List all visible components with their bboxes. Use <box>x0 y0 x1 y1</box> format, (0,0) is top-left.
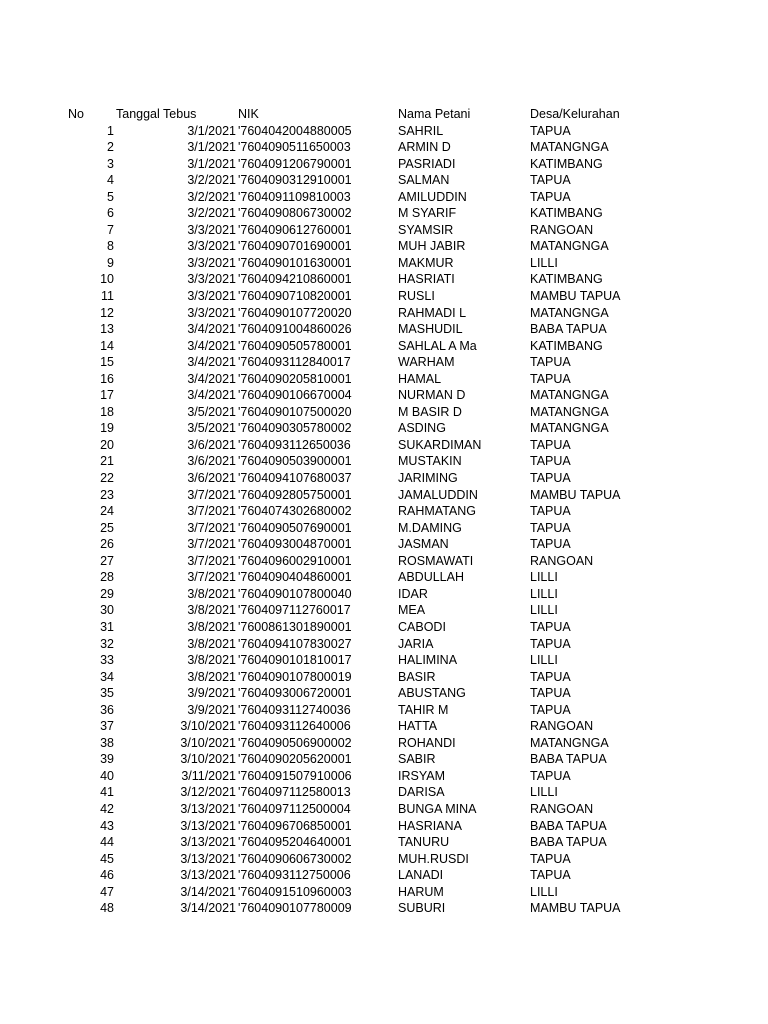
cell-nama-petani: TANURU <box>398 835 450 850</box>
cell-tanggal-tebus: 3/7/2021 <box>187 553 236 568</box>
cell-nama-petani: JARIMING <box>398 471 458 486</box>
cell-nama-petani: ASDING <box>398 421 446 436</box>
cell-desa-kelurahan: MATANGNGA <box>530 735 609 750</box>
cell-tanggal-tebus: 3/6/2021 <box>187 437 236 452</box>
table-row <box>0 305 768 322</box>
cell-tanggal-tebus: 3/3/2021 <box>187 272 236 287</box>
cell-nama-petani: RAHMADI L <box>398 305 467 320</box>
cell-nama-petani: SAHRIL <box>398 123 444 138</box>
cell-no: 25 <box>100 520 114 535</box>
cell-nama-petani: ARMIN D <box>398 140 451 155</box>
cell-no: 47 <box>100 884 114 899</box>
cell-nik: '7604096706850001 <box>238 818 352 833</box>
table-row <box>0 470 768 487</box>
cell-desa-kelurahan: LILLI <box>530 570 558 585</box>
cell-desa-kelurahan: LILLI <box>530 785 558 800</box>
cell-tanggal-tebus: 3/4/2021 <box>187 371 236 386</box>
table-row <box>0 420 768 437</box>
cell-nik: '7604097112580013 <box>238 785 351 800</box>
table-row <box>0 652 768 669</box>
table-row <box>0 784 768 801</box>
cell-nama-petani: MAKMUR <box>398 255 454 270</box>
table-row <box>0 801 768 818</box>
table-row <box>0 404 768 421</box>
cell-tanggal-tebus: 3/3/2021 <box>187 289 236 304</box>
cell-nama-petani: HALIMINA <box>398 653 458 668</box>
cell-tanggal-tebus: 3/10/2021 <box>180 752 236 767</box>
cell-tanggal-tebus: 3/5/2021 <box>187 404 236 419</box>
table-row <box>0 453 768 470</box>
cell-nama-petani: IRSYAM <box>398 768 445 783</box>
cell-desa-kelurahan: MATANGNGA <box>530 421 609 436</box>
cell-desa-kelurahan: MATANGNGA <box>530 305 609 320</box>
cell-desa-kelurahan: TAPUA <box>530 636 571 651</box>
cell-nama-petani: M.DAMING <box>398 520 462 535</box>
table-row <box>0 851 768 868</box>
cell-nama-petani: BUNGA MINA <box>398 801 477 816</box>
table-row <box>0 354 768 371</box>
table-row <box>0 536 768 553</box>
cell-no: 6 <box>107 206 114 221</box>
cell-nama-petani: WARHAM <box>398 355 455 370</box>
cell-tanggal-tebus: 3/6/2021 <box>187 471 236 486</box>
cell-tanggal-tebus: 3/8/2021 <box>187 636 236 651</box>
cell-desa-kelurahan: TAPUA <box>530 371 571 386</box>
cell-nik: '7604093004870001 <box>238 537 352 552</box>
cell-nik: '7604090511650003 <box>238 140 351 155</box>
cell-no: 1 <box>107 123 114 138</box>
cell-nama-petani: PASRIADI <box>398 156 456 171</box>
cell-no: 44 <box>100 835 114 850</box>
cell-desa-kelurahan: RANGOAN <box>530 222 594 237</box>
cell-nik: '7604090503900001 <box>238 454 352 469</box>
cell-nik: '7604090506900002 <box>238 735 352 750</box>
cell-desa-kelurahan: TAPUA <box>530 123 571 138</box>
cell-desa-kelurahan: MATANGNGA <box>530 404 609 419</box>
cell-no: 20 <box>100 437 114 452</box>
cell-nama-petani: CABODI <box>398 619 446 634</box>
cell-nik: '7604090106670004 <box>238 388 352 403</box>
table-row <box>0 751 768 768</box>
cell-nik: '7604090612760001 <box>238 222 352 237</box>
cell-tanggal-tebus: 3/12/2021 <box>180 785 236 800</box>
cell-no: 7 <box>107 222 114 237</box>
cell-desa-kelurahan: TAPUA <box>530 437 571 452</box>
cell-no: 29 <box>100 586 114 601</box>
table-row <box>0 205 768 222</box>
cell-tanggal-tebus: 3/7/2021 <box>187 487 236 502</box>
cell-tanggal-tebus: 3/14/2021 <box>180 901 236 916</box>
cell-nama-petani: RAHMATANG <box>398 504 477 519</box>
cell-no: 26 <box>100 537 114 552</box>
cell-nik: '7604090205620001 <box>238 752 352 767</box>
table-row <box>0 503 768 520</box>
cell-no: 41 <box>100 785 114 800</box>
cell-nik: '7604091109810003 <box>238 189 351 204</box>
cell-nik: '7604090101630001 <box>238 255 352 270</box>
cell-nik: '7604090312910001 <box>238 173 352 188</box>
table-row <box>0 884 768 901</box>
cell-nama-petani: DARISA <box>398 785 445 800</box>
cell-tanggal-tebus: 3/13/2021 <box>180 868 236 883</box>
cell-tanggal-tebus: 3/2/2021 <box>187 189 236 204</box>
cell-nama-petani: HASRIATI <box>398 272 455 287</box>
cell-no: 16 <box>100 371 114 386</box>
cell-nik: '7604091004860026 <box>238 322 352 337</box>
header-no: No <box>68 107 84 121</box>
cell-nik: '7604090107500020 <box>238 404 352 419</box>
cell-nama-petani: AMILUDDIN <box>398 189 467 204</box>
cell-no: 42 <box>100 801 114 816</box>
table-row <box>0 818 768 835</box>
cell-desa-kelurahan: MATANGNGA <box>530 388 609 403</box>
table-row <box>0 338 768 355</box>
cell-desa-kelurahan: MAMBU TAPUA <box>530 901 621 916</box>
cell-nik: '7604093112840017 <box>238 355 351 370</box>
cell-tanggal-tebus: 3/11/2021 <box>181 768 236 783</box>
cell-desa-kelurahan: TAPUA <box>530 504 571 519</box>
cell-nama-petani: SABIR <box>398 752 436 767</box>
cell-nama-petani: HASRIANA <box>398 818 462 833</box>
table-row <box>0 222 768 239</box>
cell-desa-kelurahan: MATANGNGA <box>530 239 609 254</box>
cell-nik: '7604093112740036 <box>238 702 351 717</box>
cell-desa-kelurahan: TAPUA <box>530 189 571 204</box>
cell-nik: '7604093112750006 <box>238 868 351 883</box>
table-row <box>0 702 768 719</box>
cell-nama-petani: HAMAL <box>398 371 442 386</box>
cell-nama-petani: ABUSTANG <box>398 686 466 701</box>
table-row <box>0 139 768 156</box>
cell-nik: '7604090107720020 <box>238 305 352 320</box>
cell-nama-petani: ROSMAWATI <box>398 553 474 568</box>
cell-no: 24 <box>100 504 114 519</box>
table-row <box>0 602 768 619</box>
cell-tanggal-tebus: 3/3/2021 <box>187 222 236 237</box>
cell-tanggal-tebus: 3/7/2021 <box>187 504 236 519</box>
cell-tanggal-tebus: 3/4/2021 <box>187 338 236 353</box>
cell-nama-petani: BASIR <box>398 669 436 684</box>
cell-no: 17 <box>100 388 114 403</box>
cell-no: 45 <box>100 851 114 866</box>
cell-no: 30 <box>100 603 114 618</box>
cell-tanggal-tebus: 3/4/2021 <box>187 355 236 370</box>
cell-nama-petani: IDAR <box>398 586 428 601</box>
cell-nik: '7600861301890001 <box>238 619 352 634</box>
cell-desa-kelurahan: MATANGNGA <box>530 140 609 155</box>
cell-tanggal-tebus: 3/9/2021 <box>187 702 236 717</box>
cell-desa-kelurahan: TAPUA <box>530 520 571 535</box>
cell-no: 40 <box>100 768 114 783</box>
table-row <box>0 371 768 388</box>
cell-no: 8 <box>107 239 114 254</box>
cell-nik: '7604094210860001 <box>238 272 352 287</box>
cell-nama-petani: JARIA <box>398 636 434 651</box>
cell-nama-petani: SYAMSIR <box>398 222 454 237</box>
cell-nama-petani: M SYARIF <box>398 206 457 221</box>
cell-no: 34 <box>100 669 114 684</box>
spreadsheet-table <box>0 106 768 917</box>
header-row <box>0 106 768 123</box>
cell-nik: '7604090606730002 <box>238 851 352 866</box>
cell-no: 4 <box>107 173 114 188</box>
cell-desa-kelurahan: TAPUA <box>530 868 571 883</box>
cell-desa-kelurahan: MAMBU TAPUA <box>530 289 621 304</box>
cell-nama-petani: MUH.RUSDI <box>398 851 469 866</box>
table-body <box>0 123 768 917</box>
cell-nik: '7604074302680002 <box>238 504 352 519</box>
table-row <box>0 255 768 272</box>
table-row <box>0 321 768 338</box>
cell-no: 9 <box>107 255 114 270</box>
table-row <box>0 900 768 917</box>
cell-desa-kelurahan: KATIMBANG <box>530 272 603 287</box>
cell-tanggal-tebus: 3/1/2021 <box>187 123 236 138</box>
cell-nik: '7604090107800040 <box>238 586 352 601</box>
table-row <box>0 619 768 636</box>
header-nama-petani: Nama Petani <box>398 107 471 121</box>
cell-desa-kelurahan: MAMBU TAPUA <box>530 487 621 502</box>
cell-desa-kelurahan: KATIMBANG <box>530 156 603 171</box>
cell-tanggal-tebus: 3/2/2021 <box>187 206 236 221</box>
cell-desa-kelurahan: LILLI <box>530 653 558 668</box>
cell-nama-petani: HARUM <box>398 884 444 899</box>
cell-tanggal-tebus: 3/13/2021 <box>180 801 236 816</box>
table-row <box>0 569 768 586</box>
cell-nama-petani: MEA <box>398 603 426 618</box>
cell-tanggal-tebus: 3/7/2021 <box>187 537 236 552</box>
cell-nik: '7604093006720001 <box>238 686 352 701</box>
cell-desa-kelurahan: TAPUA <box>530 669 571 684</box>
table-row <box>0 636 768 653</box>
cell-tanggal-tebus: 3/1/2021 <box>187 140 236 155</box>
table-row <box>0 553 768 570</box>
cell-nik: '7604090806730002 <box>238 206 352 221</box>
cell-desa-kelurahan: BABA TAPUA <box>530 752 607 767</box>
cell-tanggal-tebus: 3/3/2021 <box>187 255 236 270</box>
cell-no: 38 <box>100 735 114 750</box>
table-row <box>0 189 768 206</box>
cell-nik: '7604090404860001 <box>238 570 352 585</box>
cell-tanggal-tebus: 3/3/2021 <box>187 239 236 254</box>
cell-nik: '7604097112500004 <box>238 801 351 816</box>
cell-nik: '7604096002910001 <box>238 553 352 568</box>
table-row <box>0 487 768 504</box>
table-row <box>0 288 768 305</box>
cell-tanggal-tebus: 3/13/2021 <box>180 851 236 866</box>
table-row <box>0 685 768 702</box>
cell-nik: '7604091507910006 <box>238 768 352 783</box>
cell-nama-petani: MUH JABIR <box>398 239 466 254</box>
cell-no: 37 <box>100 719 114 734</box>
cell-no: 39 <box>100 752 114 767</box>
cell-nik: '7604094107680037 <box>238 471 352 486</box>
header-nik: NIK <box>238 107 259 121</box>
cell-desa-kelurahan: TAPUA <box>530 355 571 370</box>
cell-tanggal-tebus: 3/8/2021 <box>187 669 236 684</box>
table-row <box>0 768 768 785</box>
cell-nama-petani: JASMAN <box>398 537 449 552</box>
cell-nik: '7604097112760017 <box>238 603 351 618</box>
cell-tanggal-tebus: 3/5/2021 <box>187 421 236 436</box>
cell-tanggal-tebus: 3/6/2021 <box>187 454 236 469</box>
cell-nik: '7604091510960003 <box>238 884 352 899</box>
cell-nik: '7604093112640006 <box>238 719 351 734</box>
cell-desa-kelurahan: RANGOAN <box>530 801 594 816</box>
cell-nama-petani: SALMAN <box>398 173 450 188</box>
cell-nama-petani: LANADI <box>398 868 444 883</box>
cell-no: 33 <box>100 653 114 668</box>
cell-nik: '7604094107830027 <box>238 636 352 651</box>
cell-no: 15 <box>100 355 114 370</box>
cell-desa-kelurahan: LILLI <box>530 255 558 270</box>
table-row <box>0 123 768 140</box>
cell-nama-petani: MUSTAKIN <box>398 454 462 469</box>
cell-nama-petani: JAMALUDDIN <box>398 487 478 502</box>
cell-nik: '7604093112650036 <box>238 437 351 452</box>
cell-no: 13 <box>100 322 114 337</box>
table-row <box>0 437 768 454</box>
cell-no: 27 <box>100 553 114 568</box>
cell-no: 3 <box>107 156 114 171</box>
cell-no: 28 <box>100 570 114 585</box>
cell-no: 22 <box>100 471 114 486</box>
cell-desa-kelurahan: TAPUA <box>530 173 571 188</box>
table-row <box>0 586 768 603</box>
cell-tanggal-tebus: 3/8/2021 <box>187 586 236 601</box>
cell-desa-kelurahan: LILLI <box>530 603 558 618</box>
cell-nik: '7604090101810017 <box>238 653 352 668</box>
cell-no: 23 <box>100 487 114 502</box>
cell-tanggal-tebus: 3/2/2021 <box>187 173 236 188</box>
table-row <box>0 238 768 255</box>
header-tanggal-tebus: Tanggal Tebus <box>116 107 197 121</box>
table-row <box>0 669 768 686</box>
cell-nik: '7604090701690001 <box>238 239 352 254</box>
cell-desa-kelurahan: BABA TAPUA <box>530 835 607 850</box>
cell-no: 12 <box>100 305 114 320</box>
cell-no: 32 <box>100 636 114 651</box>
cell-no: 18 <box>100 404 114 419</box>
cell-tanggal-tebus: 3/13/2021 <box>180 818 236 833</box>
cell-nama-petani: ABDULLAH <box>398 570 464 585</box>
cell-desa-kelurahan: TAPUA <box>530 454 571 469</box>
cell-tanggal-tebus: 3/4/2021 <box>187 388 236 403</box>
cell-desa-kelurahan: TAPUA <box>530 851 571 866</box>
cell-nama-petani: ROHANDI <box>398 735 456 750</box>
cell-nama-petani: RUSLI <box>398 289 435 304</box>
cell-nik: '7604090107780009 <box>238 901 352 916</box>
cell-tanggal-tebus: 3/7/2021 <box>187 520 236 535</box>
table-row <box>0 834 768 851</box>
cell-nik: '7604042004880005 <box>238 123 352 138</box>
cell-desa-kelurahan: TAPUA <box>530 619 571 634</box>
table-row <box>0 520 768 537</box>
cell-desa-kelurahan: LILLI <box>530 586 558 601</box>
cell-no: 46 <box>100 868 114 883</box>
cell-nama-petani: HATTA <box>398 719 438 734</box>
cell-tanggal-tebus: 3/14/2021 <box>180 884 236 899</box>
cell-nik: '7604090710820001 <box>238 289 352 304</box>
cell-desa-kelurahan: BABA TAPUA <box>530 322 607 337</box>
cell-desa-kelurahan: RANGOAN <box>530 553 594 568</box>
cell-nama-petani: SAHLAL A Ma <box>398 338 477 353</box>
cell-nama-petani: SUKARDIMAN <box>398 437 482 452</box>
cell-desa-kelurahan: RANGOAN <box>530 719 594 734</box>
header-desa-kelurahan: Desa/Kelurahan <box>530 107 620 121</box>
table-row <box>0 867 768 884</box>
cell-tanggal-tebus: 3/9/2021 <box>187 686 236 701</box>
table-row <box>0 271 768 288</box>
cell-tanggal-tebus: 3/3/2021 <box>187 305 236 320</box>
cell-no: 21 <box>100 454 114 469</box>
cell-no: 31 <box>100 619 114 634</box>
cell-desa-kelurahan: BABA TAPUA <box>530 818 607 833</box>
cell-nik: '7604090305780002 <box>238 421 352 436</box>
cell-nik: '7604090505780001 <box>238 338 352 353</box>
cell-no: 2 <box>107 140 114 155</box>
cell-no: 35 <box>100 686 114 701</box>
table-row <box>0 172 768 189</box>
cell-desa-kelurahan: TAPUA <box>530 471 571 486</box>
cell-no: 14 <box>100 338 114 353</box>
cell-nama-petani: TAHIR M <box>398 702 449 717</box>
cell-no: 36 <box>100 702 114 717</box>
cell-tanggal-tebus: 3/8/2021 <box>187 653 236 668</box>
cell-nama-petani: M BASIR D <box>398 404 462 419</box>
cell-nik: '7604091206790001 <box>238 156 352 171</box>
cell-tanggal-tebus: 3/8/2021 <box>187 603 236 618</box>
cell-tanggal-tebus: 3/10/2021 <box>180 719 236 734</box>
cell-no: 5 <box>107 189 114 204</box>
table-row <box>0 156 768 173</box>
cell-tanggal-tebus: 3/7/2021 <box>187 570 236 585</box>
cell-desa-kelurahan: TAPUA <box>530 768 571 783</box>
cell-desa-kelurahan: KATIMBANG <box>530 338 603 353</box>
cell-desa-kelurahan: KATIMBANG <box>530 206 603 221</box>
table-row <box>0 387 768 404</box>
cell-nama-petani: SUBURI <box>398 901 446 916</box>
cell-tanggal-tebus: 3/13/2021 <box>180 835 236 850</box>
cell-tanggal-tebus: 3/4/2021 <box>187 322 236 337</box>
cell-nama-petani: MASHUDIL <box>398 322 463 337</box>
cell-no: 19 <box>100 421 114 436</box>
cell-tanggal-tebus: 3/8/2021 <box>187 619 236 634</box>
cell-no: 43 <box>100 818 114 833</box>
cell-no: 10 <box>100 272 114 287</box>
cell-no: 48 <box>100 901 114 916</box>
cell-tanggal-tebus: 3/10/2021 <box>180 735 236 750</box>
cell-nik: '7604090107800019 <box>238 669 352 684</box>
cell-nik: '7604095204640001 <box>238 835 352 850</box>
table-row <box>0 718 768 735</box>
cell-nama-petani: NURMAN D <box>398 388 466 403</box>
cell-tanggal-tebus: 3/1/2021 <box>187 156 236 171</box>
cell-nik: '7604092805750001 <box>238 487 352 502</box>
table-row <box>0 735 768 752</box>
cell-desa-kelurahan: LILLI <box>530 884 558 899</box>
cell-desa-kelurahan: TAPUA <box>530 537 571 552</box>
cell-nik: '7604090507690001 <box>238 520 352 535</box>
cell-nik: '7604090205810001 <box>238 371 352 386</box>
cell-no: 11 <box>101 289 114 304</box>
cell-desa-kelurahan: TAPUA <box>530 686 571 701</box>
cell-desa-kelurahan: TAPUA <box>530 702 571 717</box>
